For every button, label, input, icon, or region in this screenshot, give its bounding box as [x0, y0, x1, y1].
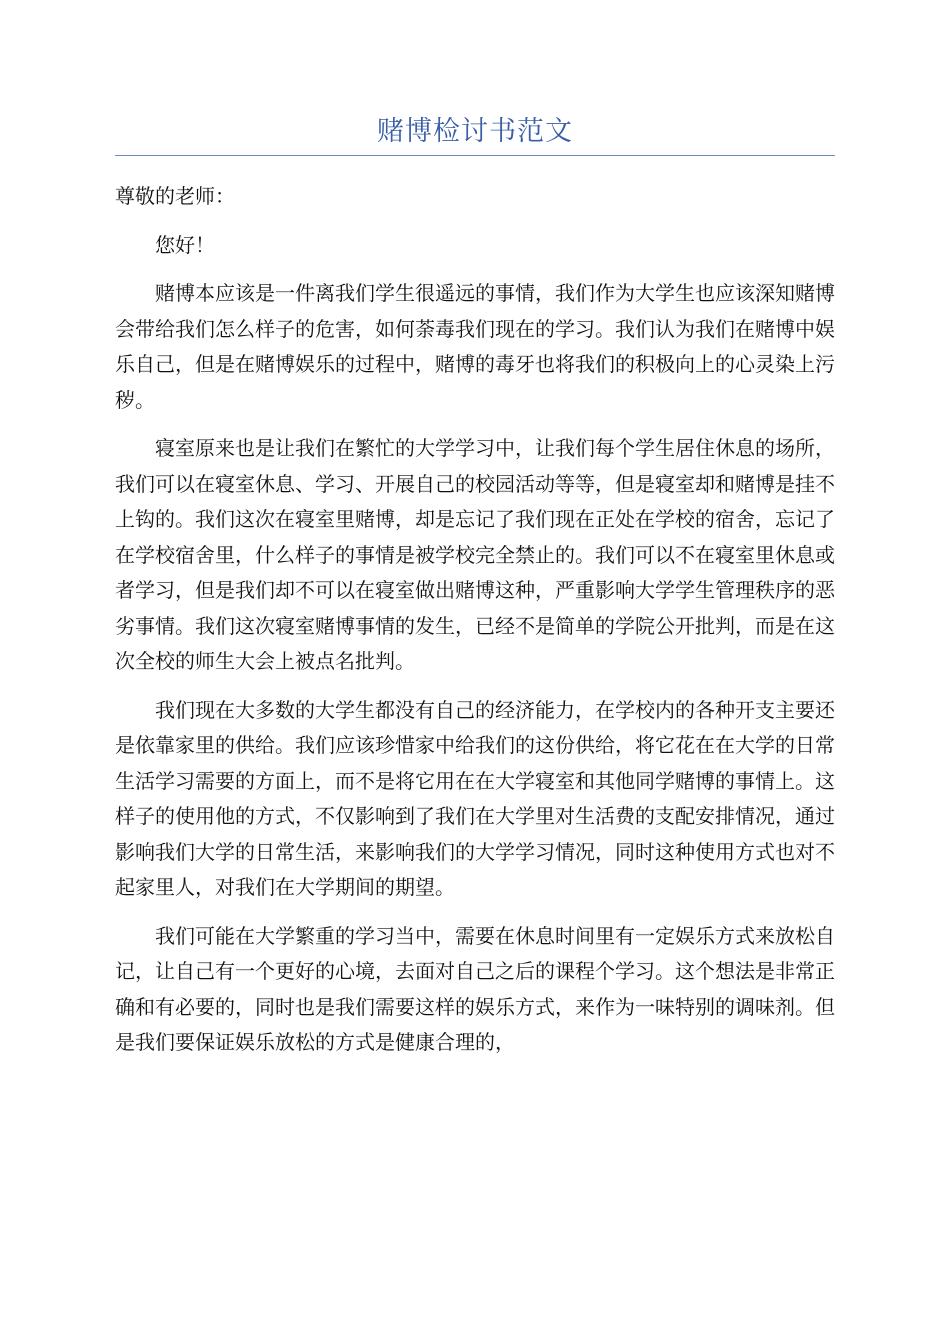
- paragraph-3: 我们现在大多数的大学生都没有自己的经济能力，在学校内的各种开支主要还是依靠家里的供给。我们应该珍惜家中给我们的这份供给，将它花在在大学的日常生活学习需要的方面上，而不是将它用在在大学寝室和其他同学赌博的事情上。这样子的使用他的方式，不仅影响到了我们在大学里对生活费的支配安排情况，通过影响我们大学的日常生活，来影响我们的大学学习情况，同时这种使用方式也对不起家里人，对我们在大学期间的期望。: [115, 697, 835, 899]
- title-divider: [115, 155, 835, 156]
- document-body: [115, 179, 835, 1074]
- paragraph-4: 我们可能在大学繁重的学习当中，需要在休息时间里有一定娱乐方式来放松自记，让自己有一个更好的心境，去面对自己之后的课程个学习。这个想法是非常正确和有必要的，同时也是我们需要这样的娱乐方式，来作为一味特别的调味剂。但是我们要保证娱乐放松的方式是健康合理的，: [115, 923, 835, 1054]
- document-title: 赌博检讨书范文: [377, 116, 573, 147]
- salutation: 尊敬的老师：: [115, 184, 235, 208]
- greeting: 您好！: [155, 232, 215, 257]
- paragraph-2: 寝室原来也是让我们在繁忙的大学学习中，让我们每个学生居住休息的场所，我们可以在寝室休息、学习、开展自己的校园活动等等，但是寝室却和赌博是挂不上钩的。我们这次在寝室里赌博，却是忘记了我们现在正处在学校的宿舍，忘记了在学校宿舍里，什么样子的事情是被学校完全禁止的。我们可以不在寝室里休息或者学习，但是我们却不可以在寝室做出赌博这种，严重影响大学学生管理秩序的恶劣事情。我们这次寝室赌博事情的发生，已经不是简单的学院公开批判，而是在这次全校的师生大会上被点名批判。: [115, 436, 835, 673]
- paragraph-1: 赌博本应该是一件离我们学生很遥远的事情，我们作为大学生也应该深知赌博会带给我们怎么样子的危害，如何荼毒我们现在的学习。我们认为我们在赌博中娱乐自己，但是在赌博娱乐的过程中，赌博的毒牙也将我们的积极向上的心灵染上污秽。: [115, 281, 835, 412]
